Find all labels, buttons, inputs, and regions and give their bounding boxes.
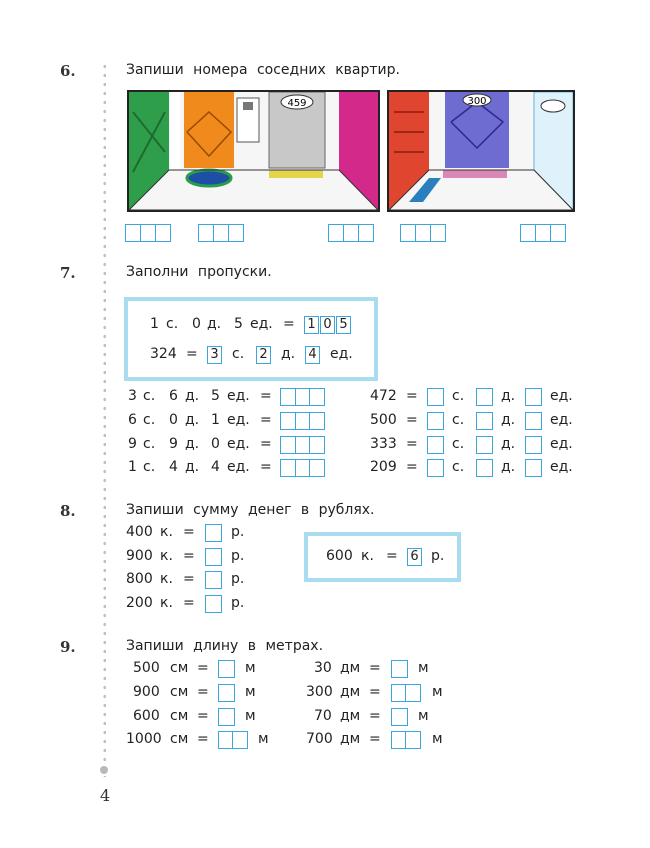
task7-right-equals: = (406, 388, 418, 404)
example2-tens: 2 (256, 346, 271, 364)
task9-right-unit: дм (340, 684, 361, 700)
task7-left-ones: 0 (211, 436, 220, 452)
example-ones-unit: ед. (250, 316, 273, 332)
task9-left-m-unit: м (245, 660, 256, 676)
task7-left-answer-box[interactable] (280, 412, 325, 430)
task9-right-unit: дм (340, 660, 361, 676)
task7-right-hundreds-box[interactable] (427, 436, 444, 454)
example-hundreds-unit: с. (166, 316, 179, 332)
plate-300-text: 300 (467, 96, 487, 107)
task7-left-ones: 1 (211, 412, 220, 428)
task7-right-hundreds-box[interactable] (427, 412, 444, 430)
task9-left-equals: = (197, 660, 209, 676)
task7-right-ones-unit: ед. (550, 436, 573, 452)
task9-left-m-unit: м (258, 731, 269, 747)
task9-right-m-unit: м (418, 708, 429, 724)
example2-ones: 4 (305, 346, 320, 364)
task7-right-tens-box[interactable] (476, 436, 493, 454)
task8-r-unit: р. (231, 548, 245, 564)
task7-left-equals: = (260, 388, 272, 404)
task9-left-m-unit: м (245, 708, 256, 724)
task8-r-unit: р. (231, 571, 245, 587)
task7-left-ones-unit: ед. (227, 388, 250, 404)
task7-right-hundreds-box[interactable] (427, 388, 444, 406)
task-7-example-frame (124, 297, 378, 381)
example-digit-1: 1 (304, 316, 319, 334)
task7-right-ones-unit: ед. (550, 388, 573, 404)
task7-right-tens-box[interactable] (476, 412, 493, 430)
task9-left-value: 600 (133, 708, 160, 724)
task8-r-unit: р. (231, 524, 245, 540)
task8-answer-box[interactable] (205, 548, 222, 566)
task-9-title: Запиши длину в метрах. (126, 638, 324, 654)
corridor-left-drawing (129, 92, 378, 210)
task7-right-ones-box[interactable] (525, 388, 542, 406)
task9-right-value: 70 (314, 708, 332, 724)
task-9-number: 9. (60, 638, 76, 656)
task7-right-hundreds-unit: с. (452, 412, 465, 428)
example-number: 324 (150, 346, 177, 362)
task7-left-tens-unit: д. (185, 388, 200, 404)
example-digit-2: 0 (320, 316, 335, 334)
task9-left-equals: = (197, 708, 209, 724)
task7-left-answer-box[interactable] (280, 459, 325, 477)
task9-right-unit: дм (340, 731, 361, 747)
task7-left-hundreds: 1 (128, 459, 137, 475)
task7-left-hundreds: 9 (128, 436, 137, 452)
task7-left-hundreds-unit: с. (143, 412, 156, 428)
task7-left-hundreds-unit: с. (143, 436, 156, 452)
task9-right-answer-box[interactable] (391, 684, 421, 702)
task7-left-answer-box[interactable] (280, 388, 325, 406)
task8-k-unit: к. (160, 524, 173, 540)
example-ones: 5 (234, 316, 243, 332)
task8-answer-box[interactable] (205, 595, 222, 613)
task-6-answer-box-2[interactable] (198, 224, 244, 242)
task7-right-ones-unit: ед. (550, 412, 573, 428)
example-tens: 0 (192, 316, 201, 332)
task7-left-ones: 5 (211, 388, 220, 404)
example-hundreds: 1 (150, 316, 159, 332)
task9-right-answer-box[interactable] (391, 731, 421, 749)
task7-left-ones-unit: ед. (227, 459, 250, 475)
task9-right-value: 700 (306, 731, 333, 747)
magenta-door (339, 92, 378, 210)
task7-right-hundreds-unit: с. (452, 388, 465, 404)
task8-equals: = (183, 571, 195, 587)
task-8-number: 8. (60, 502, 76, 520)
task7-right-ones-box[interactable] (525, 412, 542, 430)
task7-left-ones-unit: ед. (227, 412, 250, 428)
task-6-answer-box-1[interactable] (125, 224, 171, 242)
task-8-example-k-unit: к. (361, 548, 374, 564)
task9-right-m-unit: м (432, 731, 443, 747)
example-tens-unit: д. (207, 316, 222, 332)
task-6-answer-box-5[interactable] (520, 224, 566, 242)
task8-answer-box[interactable] (205, 524, 222, 542)
task7-left-ones: 4 (211, 459, 220, 475)
example2-equals: = (186, 346, 198, 362)
task9-left-answer-box[interactable] (218, 660, 235, 678)
dotted-margin-line (102, 62, 106, 777)
task9-left-value: 500 (133, 660, 160, 676)
task9-left-unit: см (170, 708, 189, 724)
task-7-title: Заполни пропуски. (126, 264, 272, 280)
task7-left-tens: 9 (169, 436, 178, 452)
dotted-line-end-dot (100, 766, 108, 774)
task7-right-equals: = (406, 436, 418, 452)
task9-left-unit: см (170, 684, 189, 700)
task7-left-tens: 4 (169, 459, 178, 475)
task9-right-equals: = (369, 708, 381, 724)
task7-right-hundreds-unit: с. (452, 436, 465, 452)
task9-left-unit: см (170, 731, 189, 747)
task9-left-value: 1000 (126, 731, 162, 747)
task9-right-answer-box[interactable] (391, 660, 408, 678)
task7-right-ones-box[interactable] (525, 459, 542, 477)
task9-left-answer-box[interactable] (218, 708, 235, 726)
task7-left-equals: = (260, 459, 272, 475)
task7-left-ones-unit: ед. (227, 436, 250, 452)
task-7-number: 7. (60, 264, 76, 282)
task7-right-tens-unit: д. (501, 388, 516, 404)
task7-right-tens-unit: д. (501, 412, 516, 428)
task8-answer-box[interactable] (205, 571, 222, 589)
task8-kopecks-value: 400 (126, 524, 153, 540)
task-6-number: 6. (60, 62, 76, 80)
task-8-example-equals: = (386, 548, 398, 564)
task9-right-equals: = (369, 660, 381, 676)
page-number: 4 (100, 786, 111, 805)
task9-right-m-unit: м (432, 684, 443, 700)
task9-right-answer-box[interactable] (391, 708, 408, 726)
task7-right-ones-unit: ед. (550, 459, 573, 475)
task9-right-m-unit: м (418, 660, 429, 676)
task7-right-ones-box[interactable] (525, 436, 542, 454)
task8-kopecks-value: 200 (126, 595, 153, 611)
task-8-title: Запиши сумму денег в рублях. (126, 502, 375, 518)
task8-k-unit: к. (160, 548, 173, 564)
task7-left-equals: = (260, 412, 272, 428)
example2-hundreds: 3 (207, 346, 222, 364)
task8-kopecks-value: 900 (126, 548, 153, 564)
round-rug (187, 170, 231, 186)
task7-left-tens-unit: д. (185, 436, 200, 452)
task7-right-hundreds-unit: с. (452, 459, 465, 475)
task-8-example-answer: 6 (407, 548, 422, 566)
task9-right-value: 30 (314, 660, 332, 676)
task9-left-answer-box[interactable] (218, 731, 248, 749)
task8-r-unit: р. (231, 595, 245, 611)
example-equals: = (283, 316, 295, 332)
example2-ones-unit: ед. (330, 346, 353, 362)
task7-right-equals: = (406, 412, 418, 428)
task9-left-equals: = (197, 731, 209, 747)
task-8-example-kopecks: 600 (326, 548, 353, 564)
task-8-example-r-unit: р. (431, 548, 445, 564)
plate-459-text: 459 (287, 98, 307, 109)
task-6-answer-box-4[interactable] (400, 224, 446, 242)
task7-left-hundreds: 3 (128, 388, 137, 404)
example2-tens-unit: д. (281, 346, 296, 362)
task7-left-hundreds-unit: с. (143, 459, 156, 475)
task-6-answer-box-3[interactable] (328, 224, 374, 242)
task7-right-number: 500 (370, 412, 397, 428)
task8-k-unit: к. (160, 571, 173, 587)
task-6-title: Запиши номера соседних квартир. (126, 62, 400, 78)
task7-left-hundreds: 6 (128, 412, 137, 428)
task9-left-m-unit: м (245, 684, 256, 700)
example2-hundreds-unit: с. (232, 346, 245, 362)
task8-equals: = (183, 524, 195, 540)
task9-left-value: 900 (133, 684, 160, 700)
task7-right-tens-box[interactable] (476, 388, 493, 406)
task9-left-unit: см (170, 660, 189, 676)
task7-right-number: 472 (370, 388, 397, 404)
task8-equals: = (183, 595, 195, 611)
corridor-illustration-left (127, 90, 380, 212)
task7-right-hundreds-box[interactable] (427, 459, 444, 477)
task7-right-tens-box[interactable] (476, 459, 493, 477)
task7-left-equals: = (260, 436, 272, 452)
corridor-right-drawing (389, 92, 573, 210)
task7-left-tens: 6 (169, 388, 178, 404)
example-digit-3: 5 (336, 316, 351, 334)
task9-right-equals: = (369, 731, 381, 747)
task8-equals: = (183, 548, 195, 564)
task7-right-tens-unit: д. (501, 436, 516, 452)
task7-right-number: 333 (370, 436, 397, 452)
task9-right-unit: дм (340, 708, 361, 724)
task7-right-equals: = (406, 459, 418, 475)
task9-right-equals: = (369, 684, 381, 700)
task7-left-answer-box[interactable] (280, 436, 325, 454)
task7-left-tens-unit: д. (185, 412, 200, 428)
task8-kopecks-value: 800 (126, 571, 153, 587)
task9-left-answer-box[interactable] (218, 684, 235, 702)
corridor-illustration-right (387, 90, 575, 212)
task7-left-tens: 0 (169, 412, 178, 428)
task8-k-unit: к. (160, 595, 173, 611)
task7-left-tens-unit: д. (185, 459, 200, 475)
task7-right-tens-unit: д. (501, 459, 516, 475)
task7-right-number: 209 (370, 459, 397, 475)
task9-right-value: 300 (306, 684, 333, 700)
task9-left-equals: = (197, 684, 209, 700)
task7-left-hundreds-unit: с. (143, 388, 156, 404)
